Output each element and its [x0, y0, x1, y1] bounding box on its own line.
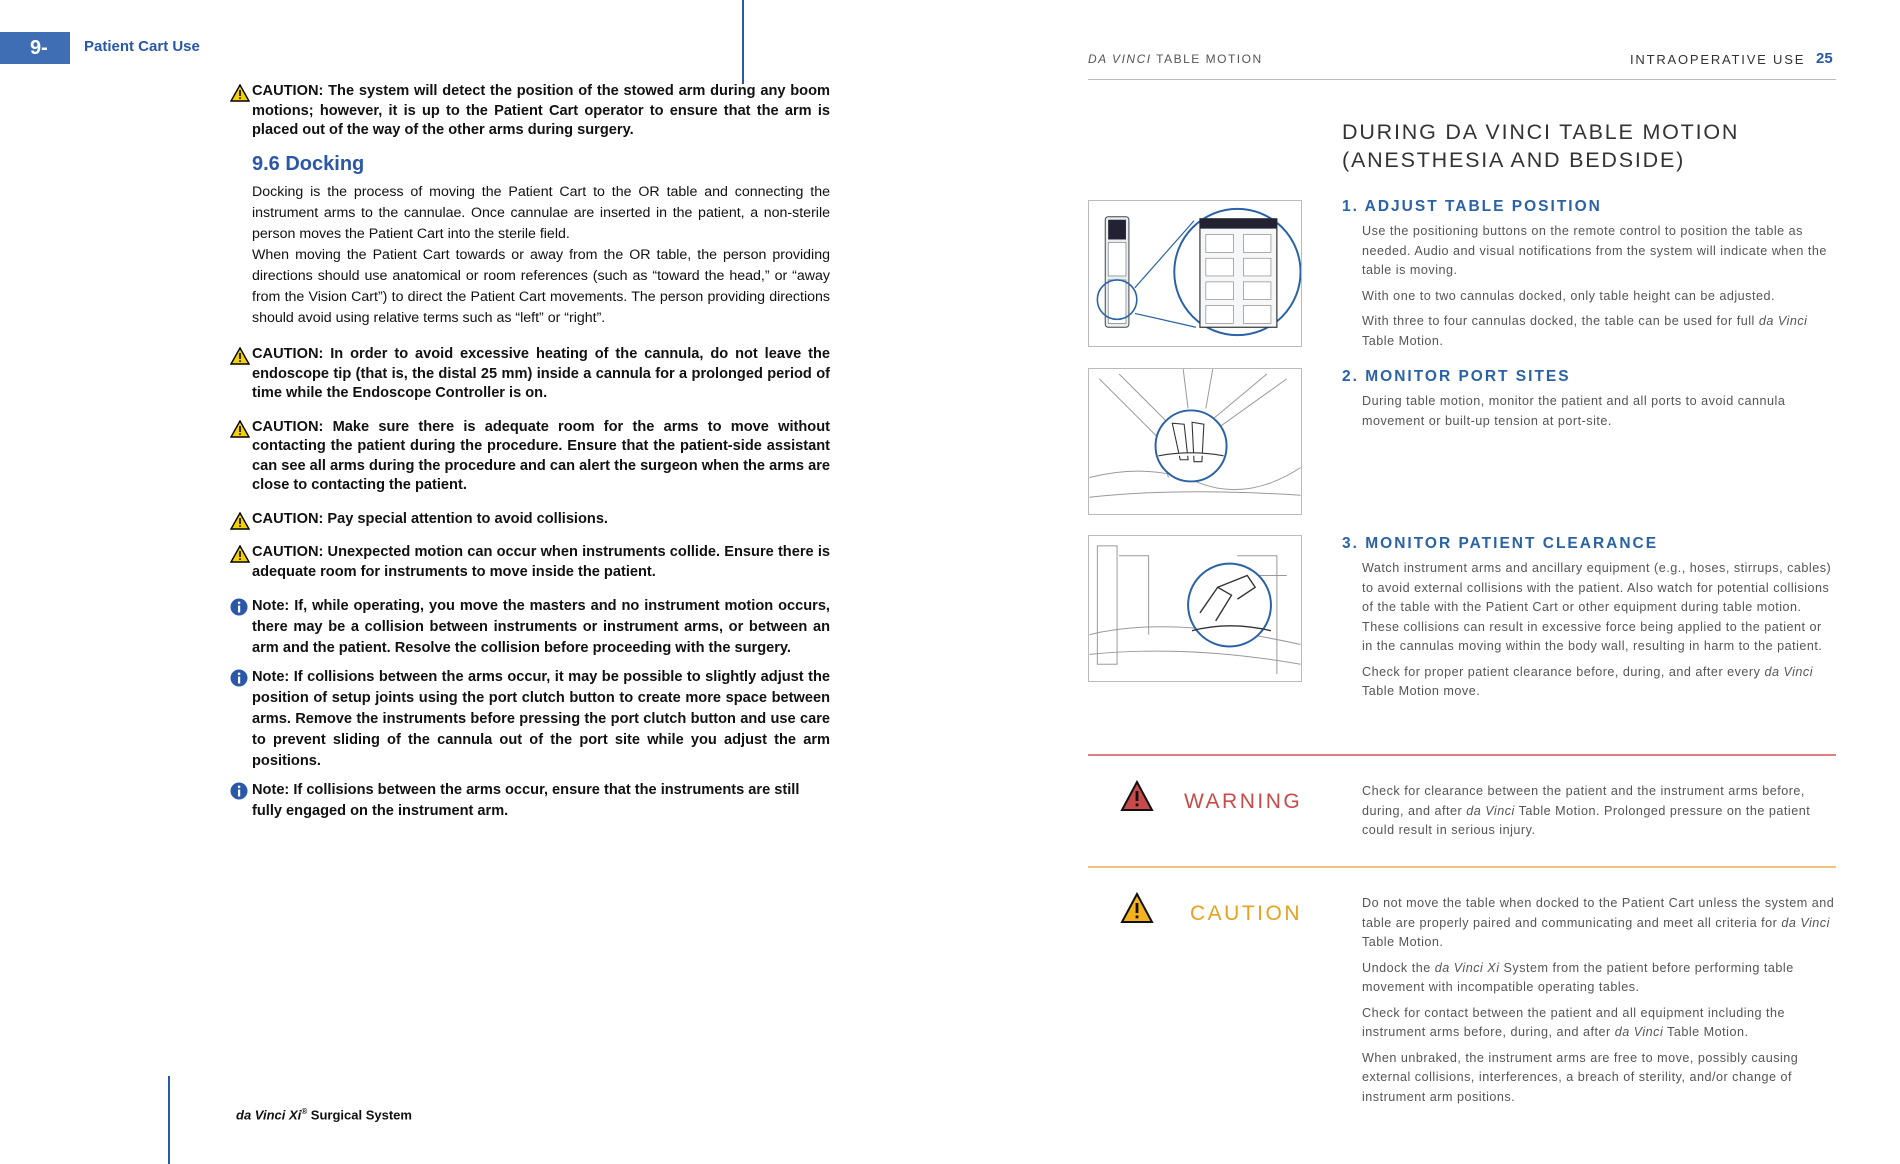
step-3-para-2: Check for proper patient clearance before, during, and after every da Vinci Table Motion move. [1362, 664, 1814, 698]
warning-triangle-icon [1120, 780, 1154, 812]
docking-paragraph-2: When moving the Patient Cart towards or away from the OR table, the person providing directions should use anatomical or room references (such as “toward the head,” or “away from the Vision Cart”) to direct the Patient Cart movements. The person providing directions should avoid using relative terms such as “left” or “right”. [252, 247, 830, 326]
caution-text: CAUTION: Make sure there is adequate room for the arms to move without contacting the patient during the procedure. Ensure that the patient-side assistant can see all arms during the procedure and can alert the surgeon when the arms are close to contacting the patient. [252, 418, 830, 493]
caution-unexpected [232, 543, 830, 582]
left-page-content [232, 82, 830, 836]
header-rest: TABLE MOTION [1151, 52, 1263, 66]
section-title: 9.6 Docking [252, 152, 365, 175]
warning-text: Check for clearance between the patient and the instrument arms before, during, and after da Vinci Table Motion. Prolonged pressure on the patient could result in serious injury. [1362, 784, 1811, 837]
caution-para-1: Do not move the table when docked to the Patient Cart unless the system and table are properly paired and communicating and meet all criteria for da Vinci Table Motion. [1362, 896, 1835, 949]
note-text: Note: If, while operating, you move the masters and no instrument motion occurs, there may be a collision between instruments or instrument arms, or between an arm and the patient. Resolve the collision before proceeding with the surgery. [252, 598, 830, 656]
title-line-2: (ANESTHESIA AND BEDSIDE) [1342, 148, 1686, 172]
step-2-body [1362, 392, 1836, 437]
info-icon [230, 782, 248, 800]
caution-heating [232, 345, 830, 404]
step-2-heading: 2. MONITOR PORT SITES [1342, 368, 1571, 385]
step-2-para-1: During table motion, monitor the patient and all ports to avoid cannula movement or built-up tension at port-site. [1362, 394, 1786, 428]
caution-triangle-icon [230, 512, 250, 530]
procedure-title [1342, 118, 1739, 174]
caution-triangle-icon [230, 347, 250, 365]
footer-registered-mark: ® [301, 1107, 308, 1116]
running-header-left [1088, 52, 1263, 66]
step-1-body [1362, 222, 1836, 357]
note-setup-joints [232, 667, 830, 772]
step-3-body [1362, 559, 1836, 708]
footer-product [236, 1107, 412, 1122]
page-divider-bottom [168, 1076, 170, 1164]
step-1-heading: 1. ADJUST TABLE POSITION [1342, 198, 1602, 215]
caution-text-block [1362, 894, 1836, 1113]
caution-room [232, 418, 830, 496]
caution-text: CAUTION: The system will detect the position of the stowed arm during any boom motions; however, it is up to the Patient Cart operator to ensure that the arm is placed out of the way of the other arms during surgery. [252, 83, 830, 138]
patient-clearance-figure [1088, 535, 1302, 682]
running-header-right: INTRAOPERATIVE USE [1630, 52, 1806, 67]
caution-rule [1088, 866, 1836, 868]
page-divider-top [742, 0, 744, 84]
header-rule [1088, 79, 1836, 80]
step-1-para-1: Use the positioning buttons on the remote control to position the table as needed. Audio and visual notifications from the system will indicate when the table is moving. [1362, 224, 1827, 277]
caution-triangle-icon [230, 84, 250, 102]
caution-text: CAUTION: Pay special attention to avoid collisions. [252, 510, 608, 527]
step-3-heading: 3. MONITOR PATIENT CLEARANCE [1342, 535, 1659, 552]
note-text: Note: If collisions between the arms occur, ensure that the instruments are still fully engaged on the instrument arm. [252, 782, 800, 819]
caution-para-4: When unbraked, the instrument arms are free to move, possibly causing external collisions, interferences, a breach of sterility, and/or change of instrument arm positions. [1362, 1050, 1799, 1104]
step-1-para-3: With three to four cannulas docked, the table can be used for full da Vinci Table Motion. [1362, 314, 1808, 348]
info-icon [230, 669, 248, 687]
warning-rule [1088, 754, 1836, 756]
caution-triangle-icon [230, 420, 250, 438]
caution-para-3: Check for contact between the patient and all equipment including the instrument arms before, during, and after da Vinci Table Motion. [1362, 1005, 1786, 1039]
right-page-number: 25 [1816, 50, 1833, 67]
caution-text: CAUTION: In order to avoid excessive heating of the cannula, do not leave the endoscope tip (that is, the distal 25 mm) inside a cannula for a prolonged period of time while the Endoscope Controller is on. [252, 346, 830, 401]
section-name: Patient Cart Use [84, 38, 200, 55]
warning-label: WARNING [1184, 790, 1303, 813]
step-1-para-2: With one to two cannulas docked, only table height can be adjusted. [1362, 288, 1775, 303]
note-masters [232, 596, 830, 659]
port-sites-figure [1088, 368, 1302, 515]
step-3-para-1: Watch instrument arms and ancillary equipment (e.g., hoses, stirrups, cables) to avoid external collisions with the patient. Also watch for potential collisions of the table with the Patient Cart or other equipment during table motion. These collisions can result in excessive force being applied to the patient or in the cannulas moving within the body wall, resulting in harm to the patient. [1362, 561, 1832, 653]
left-page-number: 9-19 [30, 37, 53, 91]
note-engaged [232, 780, 830, 822]
caution-label: CAUTION [1190, 902, 1302, 925]
footer-product-suffix: Surgical System [307, 1107, 412, 1123]
note-text: Note: If collisions between the arms occur, it may be possible to slightly adjust the position of setup joints using the port clutch button to create more space between arms. Remove the instruments before pressing the port clutch button and use care to prevent sliding of the cannula out of the port site while you adjust the arm positions. [252, 669, 830, 769]
remote-control-figure [1088, 200, 1302, 347]
caution-para-2: Undock the da Vinci Xi System from the patient before performing table movement with incompatible operating tables. [1362, 960, 1794, 994]
caution-triangle-icon [1120, 892, 1154, 924]
caution-triangle-icon [230, 545, 250, 563]
footer-product-name: da Vinci Xi [236, 1107, 302, 1123]
info-icon [230, 598, 248, 616]
title-line-1: DURING DA VINCI TABLE MOTION [1342, 120, 1740, 144]
caution-collisions [232, 510, 830, 530]
caution-text: CAUTION: Unexpected motion can occur when instruments collide. Ensure there is adequate room for instruments to move inside the patient. [252, 544, 830, 580]
docking-paragraph-1: Docking is the process of moving the Patient Cart to the OR table and connecting the instrument arms to the cannulae. Once cannulae are inserted in the patient, a non-sterile person moves the Patient Cart into the sterile field. [252, 184, 830, 242]
header-italic: DA VINCI [1088, 52, 1152, 66]
caution-stowed-arm [232, 82, 830, 141]
